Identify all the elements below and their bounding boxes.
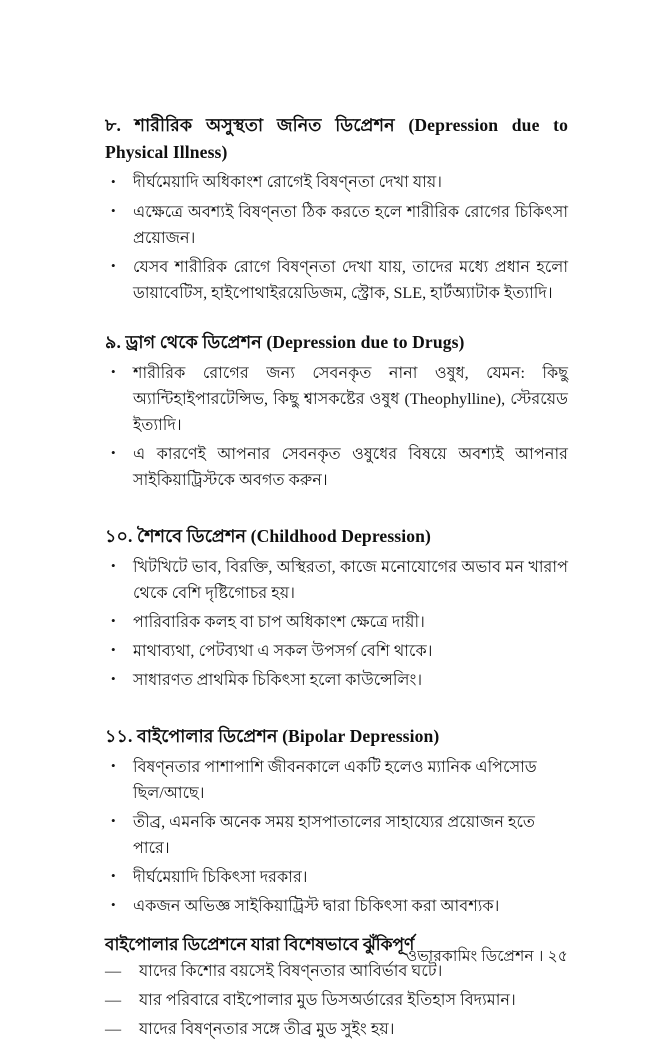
list-item: • শারীরিক রোগের জন্য সেবনকৃত নানা ওষুধ, যেমন: কিছু অ্যান্টিহাইপারটেন্সিভ, কিছু শ্বাসকষ্টের ওষুধ (Theophylline), স্টেরয়েড ইত্যাদি। [105,361,568,439]
page-content [105,112,568,1044]
section-heading-8: ৮. শারীরিক অসুস্থতা জনিত ডিপ্রেশন (Depression due to Physical Illness) [105,115,568,162]
list-item: • দীর্ঘমেয়াদি অধিকাংশ রোগেই বিষণ্নতা দেখা যায়। [105,170,568,196]
page-footer: ওভারকামিং ডিপ্রেশন । ২৫ [405,948,568,966]
dash-list-bipolar-risk [105,959,568,1043]
list-item: — যাদের বিষণ্নতার সঙ্গে তীব্র মুড সুইং হয়। [105,1017,568,1044]
list-item: • যেসব শারীরিক রোগে বিষণ্নতা দেখা যায়, তাদের মধ্যে প্রধান হলো ডায়াবেটিস, হাইপোথাইরয়েডিজম, স্ট্রোক, SLE, হার্টঅ্যাটাক ইত্যাদি। [105,255,568,307]
bullet-list-10 [105,555,568,694]
section-physical-illness-depression [105,112,568,307]
list-item: • এক্ষেত্রে অবশ্যই বিষণ্নতা ঠিক করতে হলে শারীরিক রোগের চিকিৎসা প্রয়োজন। [105,200,568,252]
bullet-list-8 [105,170,568,306]
list-item: • এ কারণেই আপনার সেবনকৃত ওষুধের বিষয়ে অবশ্যই আপনার সাইকিয়াট্রিস্টকে অবগত করুন। [105,442,568,494]
list-item: • পারিবারিক কলহ বা চাপ অধিকাংশ ক্ষেত্রে দায়ী। [105,610,568,636]
section-bipolar-depression [105,723,568,1044]
section-heading-9: ৯. ড্রাগ থেকে ডিপ্রেশন (Depression due to Drugs) [105,331,465,352]
sub-heading-bipolar-risk-groups: বাইপোলার ডিপ্রেশনে যারা বিশেষভাবে ঝুঁকিপূর্ণ [105,934,415,954]
list-item: • বিষণ্নতার পাশাপাশি জীবনকালে একটি হলেও ম্যানিক এপিসোড ছিল/আছে। [105,755,568,807]
list-item: • মাথাব্যথা, পেটব্যথা এ সকল উপসর্গ বেশি থাকে। [105,639,568,665]
subsection-gap [105,923,568,932]
section-gap [105,697,568,723]
list-item: • একজন অভিজ্ঞ সাইকিয়াট্রিস্ট দ্বারা চিকিৎসা করা আবশ্যক। [105,894,568,920]
section-gap [105,310,568,329]
list-item: • দীর্ঘমেয়াদি চিকিৎসা দরকার। [105,865,568,891]
list-item: — যাদের কিশোর বয়সেই বিষণ্নতার আবির্ভাব ঘটে। [105,959,568,986]
list-item: • খিটখিটে ভাব, বিরক্তি, অস্থিরতা, কাজে মনোযোগের অভাব মন খারাপ থেকে বেশি দৃষ্টিগোচর হয়। [105,555,568,607]
bullet-list-9 [105,361,568,494]
list-item: • সাধারণত প্রাথমিক চিকিৎসা হলো কাউন্সেলিং। [105,668,568,694]
section-heading-11: ১১. বাইপোলার ডিপ্রেশন (Bipolar Depression) [105,725,440,746]
bullet-list-11 [105,755,568,920]
section-childhood-depression [105,523,568,694]
list-item: — যার পরিবারে বাইপোলার মুড ডিসঅর্ডারের ইতিহাস বিদ্যমান। [105,988,568,1015]
list-item: • তীব্র, এমনকি অনেক সময় হাসপাতালের সাহায্যের প্রয়োজন হতে পারে। [105,810,568,862]
section-gap [105,497,568,523]
section-heading-10: ১০. শৈশবে ডিপ্রেশন (Childhood Depression) [105,525,431,546]
section-drug-induced-depression [105,329,568,494]
